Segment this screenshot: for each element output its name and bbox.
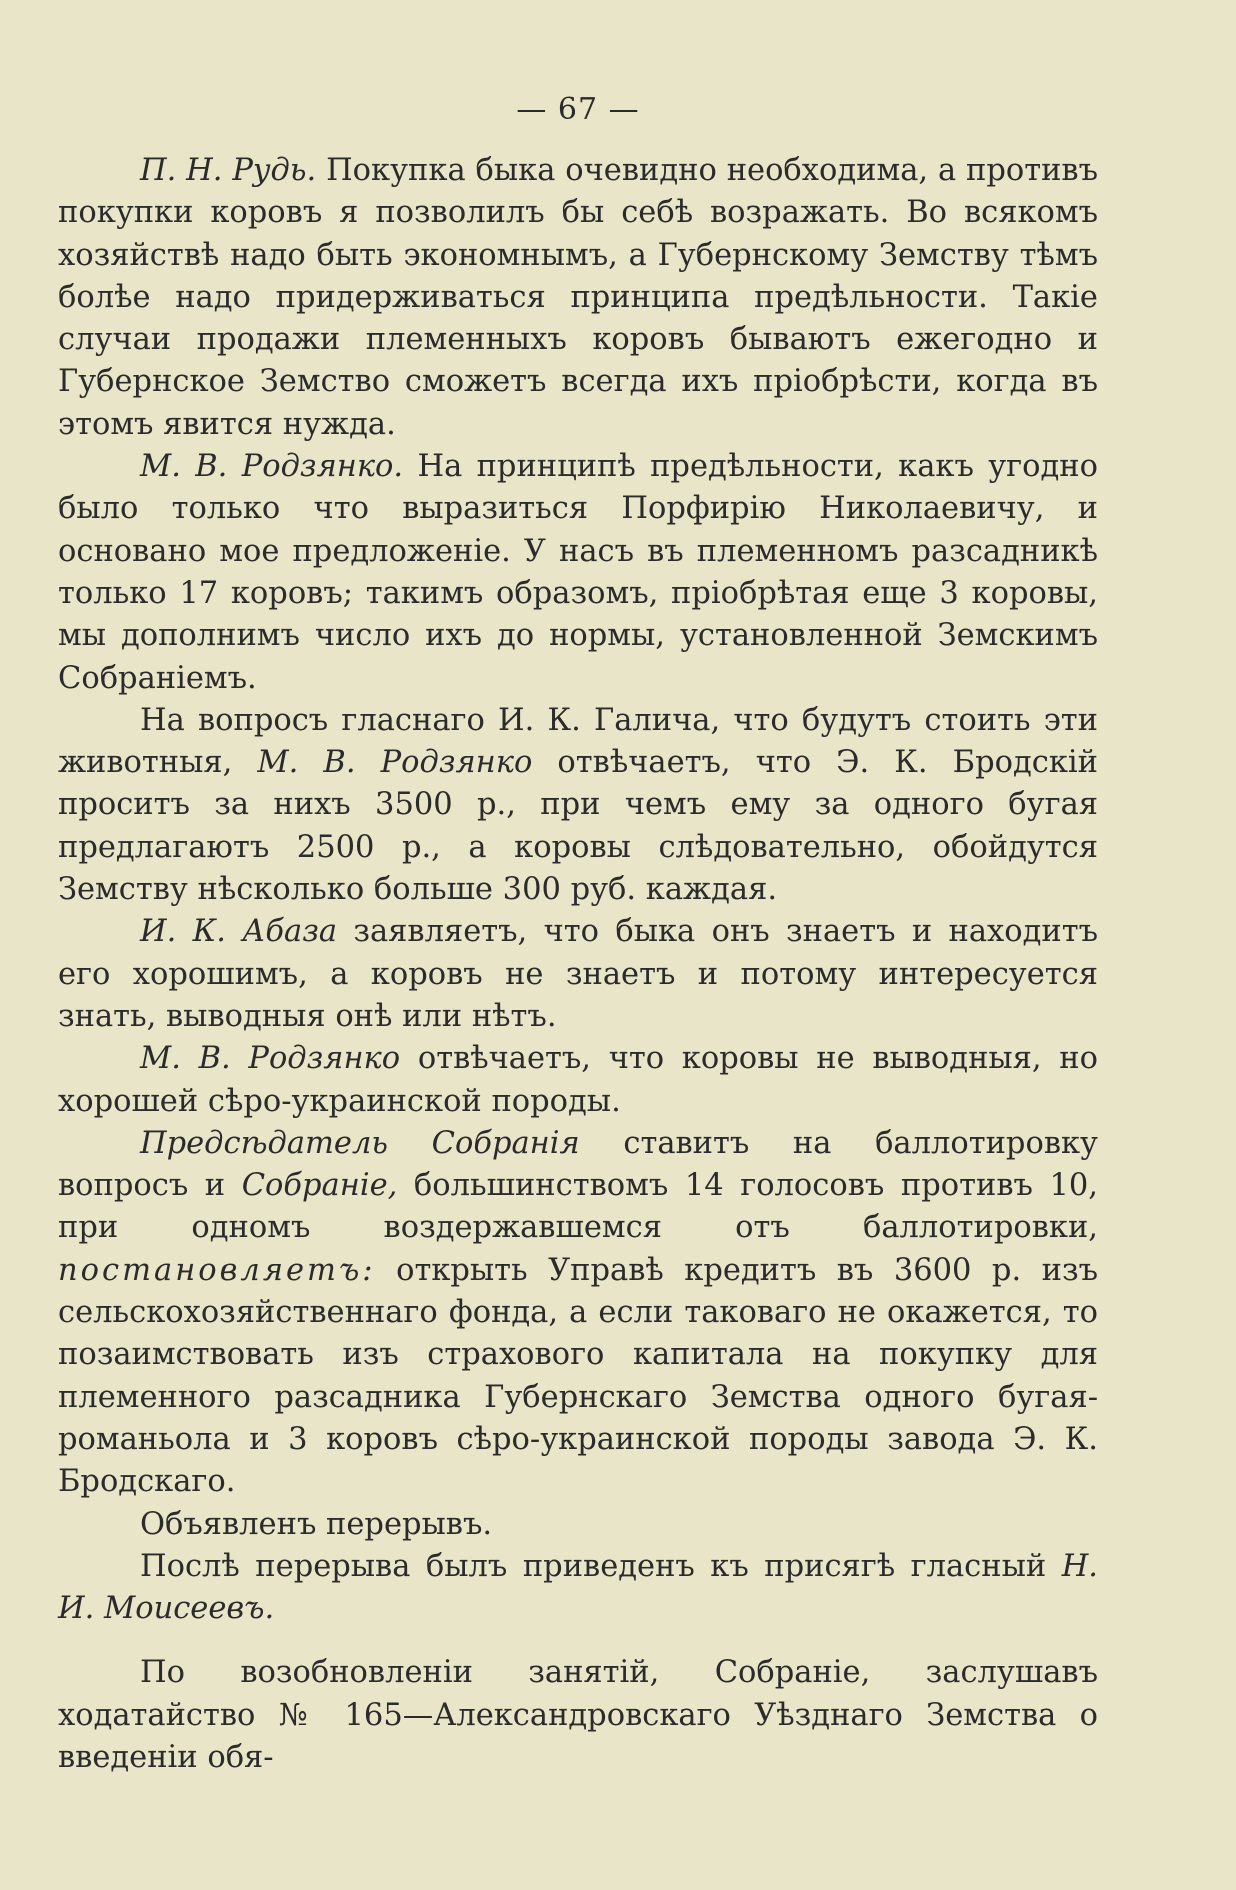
italic-run: П. Н. Рудь.	[140, 153, 317, 188]
text-run: ставитъ на баллотировку вопросъ и	[58, 1125, 1098, 1204]
text-run: Покупка быка очевидно необходима, а противъ покупки коровъ я позволилъ бы себѣ возражать. Во всякомъ хозяйствѣ надо быть экономнымъ, а Губернскому Земству тѣмъ болѣе надо придерживаться принципа предѣльности. Такіе случаи продажи племенныхъ коровъ бываютъ ежегодно и Губернское Земство сможетъ всегда ихъ пріобрѣсти, когда въ этомъ явится нужда.	[58, 153, 1099, 442]
text-run: Послѣ перерыва былъ приведенъ къ присягѣ гласный	[140, 1548, 1062, 1584]
text-run: По возобновленіи занятій, Собраніе, заслушавъ ходатайство № 165—Александровскаго Уѣзднаго Земства о введеніи обя-	[58, 1655, 1098, 1775]
paragraph	[58, 1123, 1098, 1504]
paragraph	[58, 1038, 1098, 1123]
italic-run: И. К. Абаза	[140, 914, 338, 950]
text-run: открыть Управѣ кредитъ въ 3600 р. изъ сельскохозяйственнаго фонда, а если таковаго не окажется, то позаимствовать изъ страхового капитала на покупку для племенного разсадника Губернскаго Земства одного бугая-романьола и 3 коровъ сѣро-украинской породы завода Э. К. Бродскаго.	[58, 1252, 1098, 1500]
italic-run: постановляетъ:	[58, 1252, 376, 1288]
text-run: большинствомъ 14 голосовъ противъ 10, при одномъ воздержавшемся отъ баллотировки,	[58, 1168, 1098, 1246]
italic-run: М. В. Родзянко	[140, 1041, 401, 1077]
paragraph	[58, 150, 1098, 446]
page-number: — 67 —	[516, 92, 640, 127]
paragraph	[58, 1652, 1098, 1779]
text-run: На вопросъ гласнаго И. К. Галича, что будутъ стоить эти животныя,	[58, 702, 1098, 781]
italic-run: Н. И. Моисеевъ.	[58, 1548, 1098, 1627]
text-run: отвѣчаетъ, что коровы не выводныя, но хорошей сѣро-украинской породы.	[58, 1041, 1098, 1119]
paragraph	[58, 911, 1098, 1038]
italic-run: М. В. Родзянко	[257, 745, 533, 781]
text-run: отвѣчаетъ, что Э. К. Бродскій проситъ за нихъ 3500 р., при чемъ ему за одного бугая предлагаютъ 2500 р., а коровы слѣдовательно, обойдутся Земству нѣсколько больше 300 руб. каждая.	[58, 745, 1098, 908]
paragraph	[58, 700, 1098, 911]
italic-run: Предсѣдатель Собранія	[140, 1125, 580, 1161]
paragraph	[58, 446, 1098, 700]
text-run: Объявленъ перерывъ.	[140, 1506, 493, 1542]
text-run: На принципѣ предѣльности, какъ угодно было только что выразиться Порфирію Николаевичу, и основано мое предложеніе. У насъ въ племенномъ разсадникѣ только 17 коровъ; такимъ образомъ, пріобрѣтая еще 3 коровы, мы дополнимъ число ихъ до нормы, установленной Земскимъ Собраніемъ.	[58, 449, 1098, 696]
italic-run: М. В. Родзянко.	[140, 449, 404, 485]
italic-run: Собраніе,	[241, 1168, 398, 1204]
paragraph	[58, 1504, 1098, 1546]
text-run: заявляетъ, что быка онъ знаетъ и находитъ его хорошимъ, а коровъ не знаетъ и потому интересуется знать, выводныя онѣ или нѣтъ.	[58, 914, 1098, 1034]
paragraph	[58, 1546, 1098, 1631]
page-body	[58, 150, 1098, 1779]
